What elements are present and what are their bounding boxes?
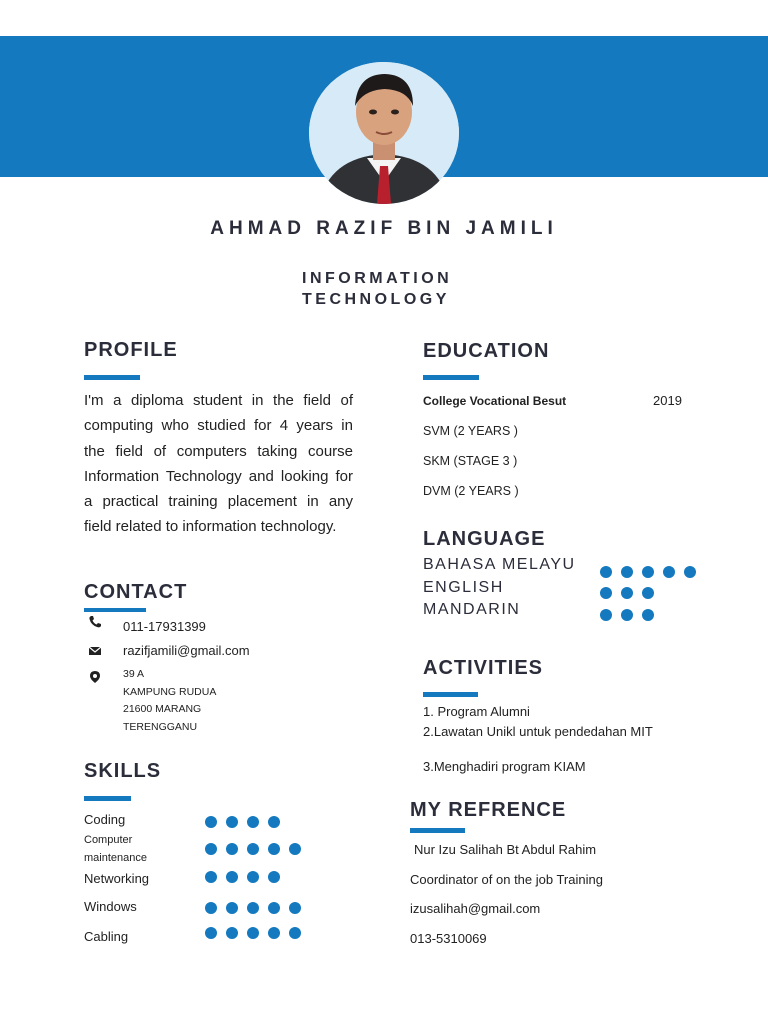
person-name: AHMAD RAZIF BIN JAMILI	[210, 218, 558, 239]
rating-dot	[205, 902, 217, 914]
email-icon	[88, 644, 102, 658]
reference-email: izusalihah@gmail.com	[410, 901, 541, 916]
rating-dot	[663, 566, 675, 578]
job-title-line-1: INFORMATION	[302, 270, 453, 287]
education-heading: EDUCATION	[423, 340, 550, 362]
language-label: ENGLISH	[423, 579, 504, 596]
skill-label: Coding	[84, 812, 126, 827]
address-line: TERENGGANU	[123, 720, 198, 733]
education-divider	[423, 375, 479, 380]
skill-label: Cabling	[84, 929, 129, 944]
contact-heading: CONTACT	[84, 581, 188, 603]
rating-dot	[684, 566, 696, 578]
rating-dot	[268, 816, 280, 828]
rating-dot	[289, 843, 301, 855]
profile-heading: PROFILE	[84, 339, 178, 361]
rating-dot	[268, 927, 280, 939]
rating-dot	[247, 843, 259, 855]
rating-dot	[642, 566, 654, 578]
education-school: College Vocational Besut	[423, 394, 567, 408]
activities-heading: ACTIVITIES	[423, 657, 544, 679]
rating-dot	[289, 927, 301, 939]
rating-dot	[600, 566, 612, 578]
rating-dot	[226, 816, 238, 828]
reference-phone: 013-5310069	[410, 931, 487, 946]
rating-dot	[600, 609, 612, 621]
skills-heading: SKILLS	[84, 760, 162, 782]
contact-phone: 011-17931399	[123, 619, 206, 634]
language-rating	[600, 609, 654, 621]
profile-photo	[309, 62, 459, 204]
rating-dot	[247, 871, 259, 883]
rating-dot	[268, 843, 280, 855]
activities-divider	[423, 692, 478, 697]
reference-position: Coordinator of on the job Training	[410, 872, 603, 887]
skill-rating	[205, 902, 301, 914]
language-label: MANDARIN	[423, 601, 521, 618]
language-rating	[600, 587, 654, 599]
skill-label: Windows	[84, 899, 137, 914]
profile-divider	[84, 375, 140, 380]
education-item: SKM (STAGE 3 )	[423, 454, 518, 468]
rating-dot	[205, 927, 217, 939]
profile-text: I'm a diploma student in the field of computing who studied for 4 years in the field of computers taking course Information Technology and looking for a practical training placement in any field related to information technology.	[84, 392, 353, 536]
education-year: 2019	[653, 393, 682, 408]
rating-dot	[226, 871, 238, 883]
contact-address	[123, 666, 283, 736]
skill-rating	[205, 927, 301, 939]
rating-dot	[621, 587, 633, 599]
rating-dot	[642, 609, 654, 621]
rating-dot	[226, 902, 238, 914]
address-line: 21600 MARANG	[123, 703, 202, 715]
rating-dot	[226, 927, 238, 939]
reference-heading: MY REFRENCE	[410, 799, 567, 821]
rating-dot	[600, 587, 612, 599]
rating-dot	[247, 902, 259, 914]
job-title	[302, 268, 452, 310]
rating-dot	[621, 609, 633, 621]
skill-rating	[205, 816, 280, 828]
activity-item: 3.Menghadiri program KIAM	[423, 759, 586, 774]
education-item: DVM (2 YEARS )	[423, 484, 519, 498]
rating-dot	[247, 816, 259, 828]
rating-dot	[205, 816, 217, 828]
education-item: SVM (2 YEARS )	[423, 424, 518, 438]
rating-dot	[268, 902, 280, 914]
skill-label: Networking	[84, 871, 150, 886]
phone-icon	[88, 615, 102, 629]
rating-dot	[205, 871, 217, 883]
language-heading: LANGUAGE	[423, 528, 546, 550]
address-line: 39 A	[123, 668, 145, 680]
job-title-line-2: TECHNOLOGY	[302, 291, 450, 308]
contact-divider	[84, 608, 146, 612]
skill-rating	[205, 871, 280, 883]
skills-divider	[84, 796, 131, 801]
language-rating	[600, 566, 696, 578]
rating-dot	[268, 871, 280, 883]
reference-name: Nur Izu Salihah Bt Abdul Rahim	[414, 842, 597, 857]
contact-email: razifjamili@gmail.com	[123, 643, 250, 658]
rating-dot	[205, 843, 217, 855]
rating-dot	[289, 902, 301, 914]
language-label: BAHASA MELAYU	[423, 556, 576, 573]
skill-label: Computer maintenance	[84, 834, 147, 864]
address-line: KAMPUNG RUDUA	[123, 685, 217, 698]
reference-divider	[410, 828, 465, 833]
activity-item: 2.Lawatan Unikl untuk pendedahan MIT	[423, 724, 653, 739]
rating-dot	[642, 587, 654, 599]
rating-dot	[621, 566, 633, 578]
rating-dot	[247, 927, 259, 939]
rating-dot	[226, 843, 238, 855]
skill-rating	[205, 843, 301, 855]
location-icon	[88, 670, 102, 684]
activity-item: 1. Program Alumni	[423, 704, 530, 719]
